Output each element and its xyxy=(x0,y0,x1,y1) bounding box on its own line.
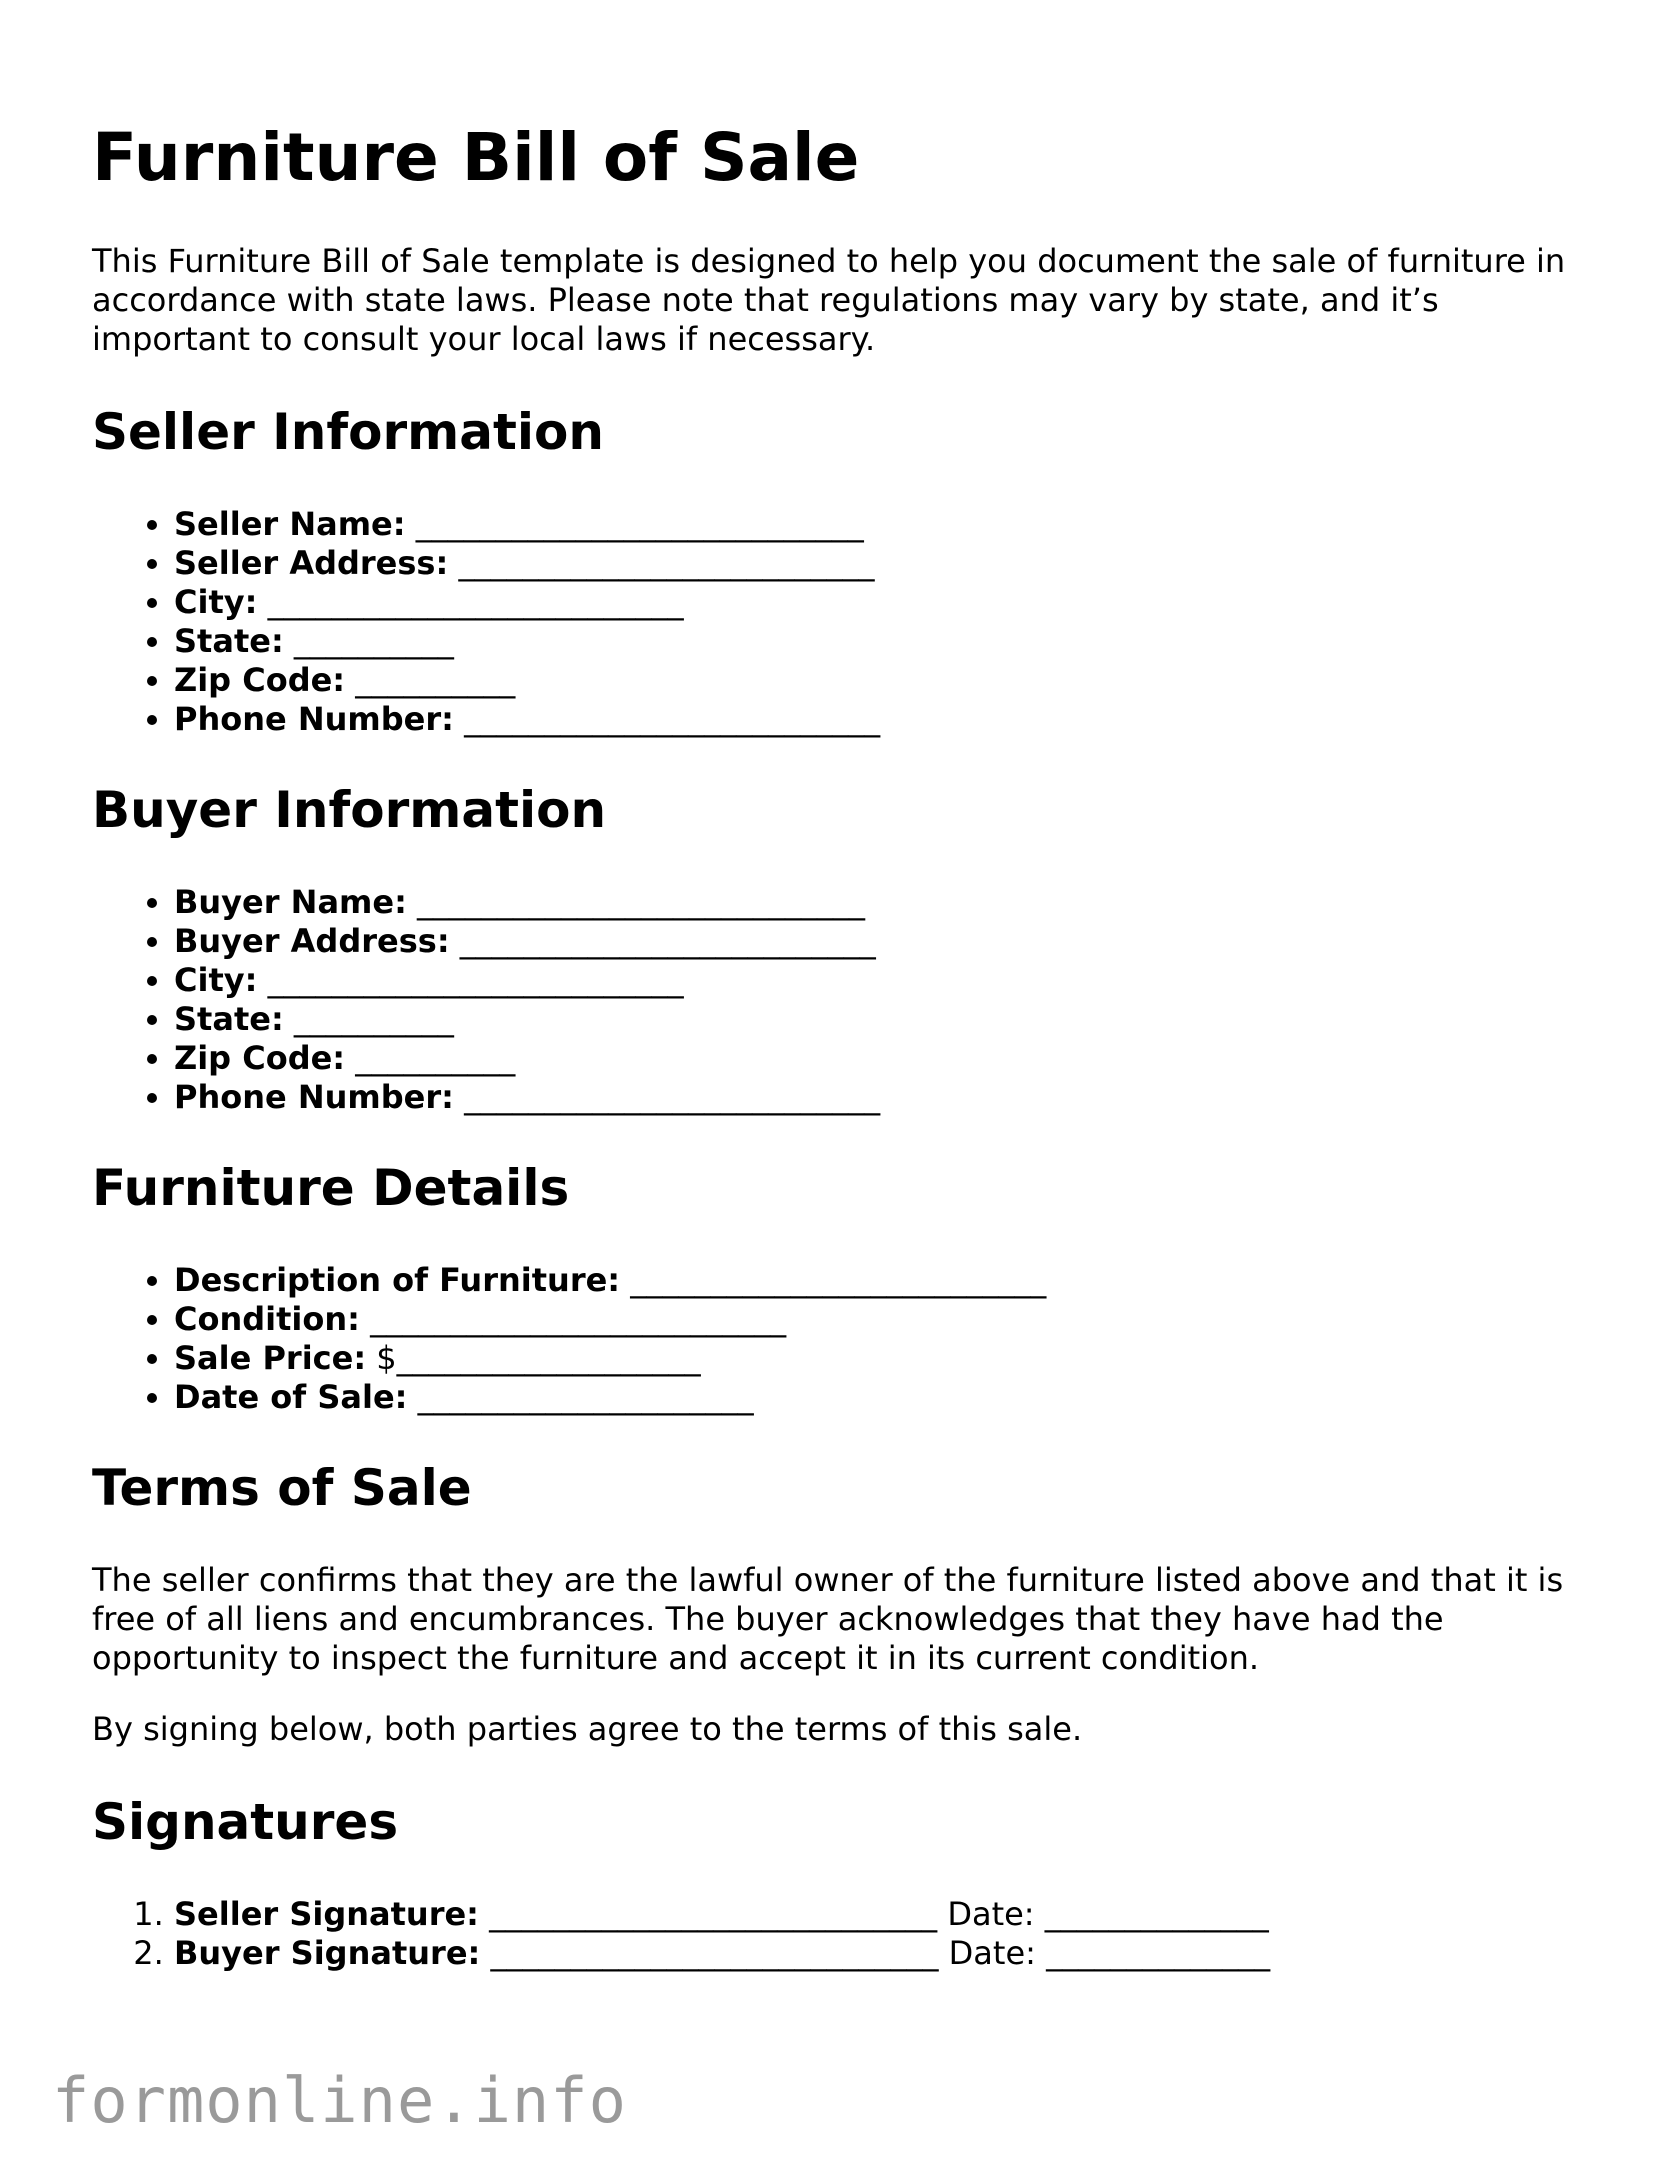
furniture-description-field xyxy=(174,1261,1592,1300)
terms-paragraph: The seller confirms that they are the lawful owner of the furniture listed above and that it is free of all liens and encumbrances. The buyer acknowledges that they have had the opportunity to inspect the furniture and accept it in its current condition. xyxy=(92,1561,1564,1677)
blank-line: __________ xyxy=(283,1000,454,1038)
seller-fields-list xyxy=(92,505,1592,739)
buyer-phone-field xyxy=(174,1078,1592,1117)
site-watermark: formonline.info xyxy=(52,2064,627,2137)
blank-line: __________________________ xyxy=(620,1261,1047,1299)
blank-line: __________ xyxy=(345,661,516,699)
blank-line: __________________________ xyxy=(257,583,684,621)
buyer-fields-list xyxy=(92,883,1592,1117)
document-page xyxy=(92,118,1592,2013)
field-label: State: xyxy=(174,1000,284,1038)
buyer-city-field xyxy=(174,961,1592,1000)
agreement-paragraph: By signing below, both parties agree to the terms of this sale. xyxy=(92,1710,1083,1748)
blank-line: __________________________ xyxy=(453,1078,881,1116)
field-label: Sale Price: xyxy=(174,1339,367,1377)
field-label: Buyer Address: xyxy=(174,922,450,960)
terms-section-heading: Terms of Sale xyxy=(92,1459,472,1517)
signatures-list xyxy=(92,1895,1592,1973)
blank-line: _____________________ xyxy=(407,1378,754,1416)
date-of-sale-field xyxy=(174,1378,1592,1417)
seller-zip-field xyxy=(174,661,1592,700)
blank-line: ____________________________ xyxy=(405,505,864,543)
sale-price-field xyxy=(174,1339,1592,1378)
seller-section-heading: Seller Information xyxy=(92,403,604,461)
intro-paragraph: This Furniture Bill of Sale template is designed to help you document the sale of furniture in accordance with state laws. Please note that regulations may vary by state, and it’s important to consult your local laws if necessary. xyxy=(92,242,1566,358)
field-label: Phone Number: xyxy=(174,700,454,738)
field-label: Description of Furniture: xyxy=(174,1261,621,1299)
buyer-name-field xyxy=(174,883,1592,922)
blank-line: __________________________ xyxy=(453,700,881,738)
furniture-condition-field xyxy=(174,1300,1592,1339)
field-label: Zip Code: xyxy=(174,661,346,699)
field-label: City: xyxy=(174,961,258,999)
blank-line: __________________________ xyxy=(257,961,684,999)
signatures-section-heading: Signatures xyxy=(92,1793,399,1851)
buyer-zip-field xyxy=(174,1039,1592,1078)
buyer-address-field xyxy=(174,922,1592,961)
seller-signature-field xyxy=(174,1895,1592,1934)
blank-line: ____________________________ Date: ______________ xyxy=(478,1895,1269,1933)
field-label: Zip Code: xyxy=(174,1039,346,1077)
blank-line: __________ xyxy=(345,1039,516,1077)
blank-line: __________________________ xyxy=(359,1300,787,1338)
blank-line: ____________________________ Date: ______________ xyxy=(480,1934,1271,1972)
field-label: City: xyxy=(174,583,258,621)
blank-line: __________ xyxy=(283,622,454,660)
seller-name-field xyxy=(174,505,1592,544)
seller-address-field xyxy=(174,544,1592,583)
furniture-fields-list xyxy=(92,1261,1592,1417)
field-label: Buyer Name: xyxy=(174,883,407,921)
furniture-section-heading: Furniture Details xyxy=(92,1159,570,1217)
field-label: Condition: xyxy=(174,1300,360,1338)
seller-phone-field xyxy=(174,700,1592,739)
field-label: Seller Name: xyxy=(174,505,406,543)
buyer-state-field xyxy=(174,1000,1592,1039)
blank-line: __________________________ xyxy=(448,544,875,582)
field-label: Buyer Signature: xyxy=(174,1934,481,1972)
field-label: Phone Number: xyxy=(174,1078,454,1116)
field-label: State: xyxy=(174,622,284,660)
blank-line: ____________________________ xyxy=(406,883,866,921)
field-label: Seller Signature: xyxy=(174,1895,479,1933)
field-label: Seller Address: xyxy=(174,544,449,582)
seller-state-field xyxy=(174,622,1592,661)
seller-city-field xyxy=(174,583,1592,622)
buyer-section-heading: Buyer Information xyxy=(92,781,607,839)
field-label: Date of Sale: xyxy=(174,1378,408,1416)
document-title: Furniture Bill of Sale xyxy=(92,119,860,196)
blank-line: __________________________ xyxy=(449,922,876,960)
blank-line: $___________________ xyxy=(366,1339,701,1377)
buyer-signature-field xyxy=(174,1934,1592,1973)
